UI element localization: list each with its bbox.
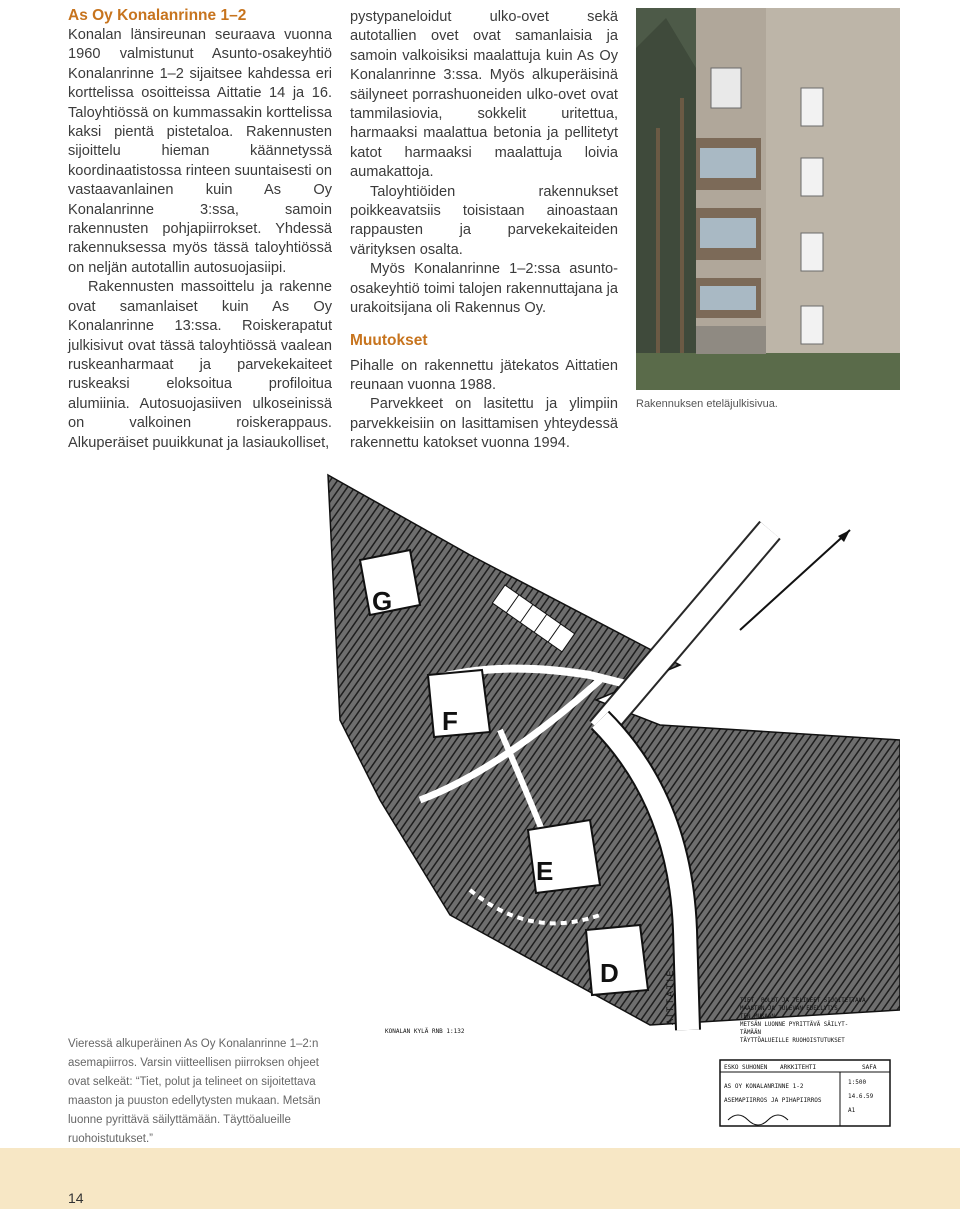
building-label: D xyxy=(600,958,619,988)
building-D xyxy=(586,925,648,995)
paragraph: pystypaneloidut ulko-ovet sekä autotallien ovet ovat samanlaisia ja samoin valkoisiksi maalattuja kuin As Oy Konalanrinne 3:ssa. Myös alkuperäisinä säilyneet porrashuoneiden ulko-ovet ovat tammilasiovia, sokkelit uritettua, harmaaksi maalattua betonia ja pellitetyt katot harmaaksi maalattuja loivia aumakattoja. xyxy=(350,9,618,181)
note-line: TÄYTTÖALUEILLE RUOHOISTUTUKSET xyxy=(740,1038,845,1044)
road-label: A I T T A T I E xyxy=(665,970,675,1025)
note-line: METSÄN LUONNE PYRITTÄVÄ SÄILYT- xyxy=(740,1022,849,1028)
note-line: TEN MUKAAN xyxy=(740,1014,775,1020)
text-column-2 xyxy=(350,8,618,454)
note-line: MAASTON JA TULEVAN EDELLYTYS- xyxy=(740,1006,842,1012)
building-label: G xyxy=(372,586,393,616)
building-G xyxy=(360,550,420,616)
site-plan-svg xyxy=(300,470,900,1150)
paragraph: Myös Konalanrinne 1–2:ssa asunto-osakeyhtiö toimi talojen rakennuttajana ja urakoitsijana oli Rakennus Oy. xyxy=(350,261,618,317)
site-plan-drawing xyxy=(300,470,900,1150)
title-block xyxy=(720,1060,890,1126)
architect-org: SAFA xyxy=(862,1064,877,1071)
paragraph: Rakennusten massoittelu ja rakenne ovat samanlaiset kuin As Oy Konalanrinne 13:ssa. Roiskerapatut julkisivut ovat tässä taloyhtiössä vaalean ruskeanharmaat ja parvekekaiteet ruskeaksi eloksoitua profiloitua alumiinia. Autosuojasiiven ulkoseinissä on valkoinen roiskerappaus. Alkuperäiset puuikkunat ja lasiaukolliset, xyxy=(68,279,332,451)
footer-band xyxy=(0,1148,960,1209)
stamp-note: KONALAN KYLÄ RNB 1:132 xyxy=(385,1028,465,1035)
photo-caption: Rakennuksen eteläjulkisivua. xyxy=(636,398,778,410)
note-line: TÄMÄÄN xyxy=(740,1030,761,1036)
building-F xyxy=(428,670,490,737)
changes-heading: Muutokset xyxy=(350,331,428,349)
building-photo xyxy=(636,8,900,390)
building-photo-illustration xyxy=(636,8,900,390)
sheet-id: A1 xyxy=(848,1107,856,1114)
architect-role: ARKKITEHTI xyxy=(780,1064,817,1071)
article-title: As Oy Konalanrinne 1–2 xyxy=(68,7,247,24)
architect-name: ESKO SUHONEN xyxy=(724,1064,768,1071)
project-name: AS OY KONALANRINNE 1-2 xyxy=(724,1083,804,1090)
paragraph: Konalan länsireunan seuraava vuonna 1960 valmistunut Asunto-osakeyhtiö Konalanrinne 1–2 sijaitsee kahdessa eri korttelissa osoitteissa Aittatie 14 ja 16. Taloyhtiössä on kummassakin korttelissa kaksi pientä pistetaloa. Rakennusten sijoittelu hieman käännetyssä koordinaatistossa rinteen suuntaisesti on vastaavanlainen kuin As Oy Konalanrinne 3:ssa, samoin rakennusten pohjapiirrokset. Yhdessä rakennuksessa myös tässä taloyhtiössä on neljän autotallin autosuojasiipi. xyxy=(68,27,332,276)
paragraph: Pihalle on rakennettu jätekatos Aittatien reunaan vuonna 1988. xyxy=(350,357,618,393)
scale: 1:500 xyxy=(848,1079,867,1086)
drawing-name: ASEMAPIIRROS JA PIHAPIIRROS xyxy=(724,1097,822,1104)
building-label: F xyxy=(442,706,458,736)
signature xyxy=(728,1115,788,1125)
text-column-1 xyxy=(68,6,332,453)
site-plan-caption: Vieressä alkuperäinen As Oy Konalanrinne 1–2:n asemapiirros. Varsin viitteellisen piirroksen ohjeet ovat selkeät: “Tiet, polut ja telineet on sijoitettava maaston ja puuston edellytysten mukaan. Metsän luonne pyrittävä säilyttämään. Täyttöalueille ruohoistutukset.” xyxy=(68,1038,321,1145)
paragraph: Taloyhtiöiden rakennukset poikkeavatsiis toisistaan ainoastaan rappausten ja parvekekaiteiden värityksen osalta. xyxy=(350,183,618,258)
note-line: TIET, POLUT JA TELINEET SIJOITETTAVA xyxy=(740,998,866,1004)
paragraph: Parvekkeet on lasitettu ja ylimpiin parvekkeisiin on lasittamisen yhteydessä rakennettu katokset vuonna 1994. xyxy=(350,396,618,452)
date: 14.6.59 xyxy=(848,1093,874,1100)
building-label: E xyxy=(536,856,554,886)
page-number: 14 xyxy=(68,1190,84,1206)
building-E xyxy=(528,820,600,893)
